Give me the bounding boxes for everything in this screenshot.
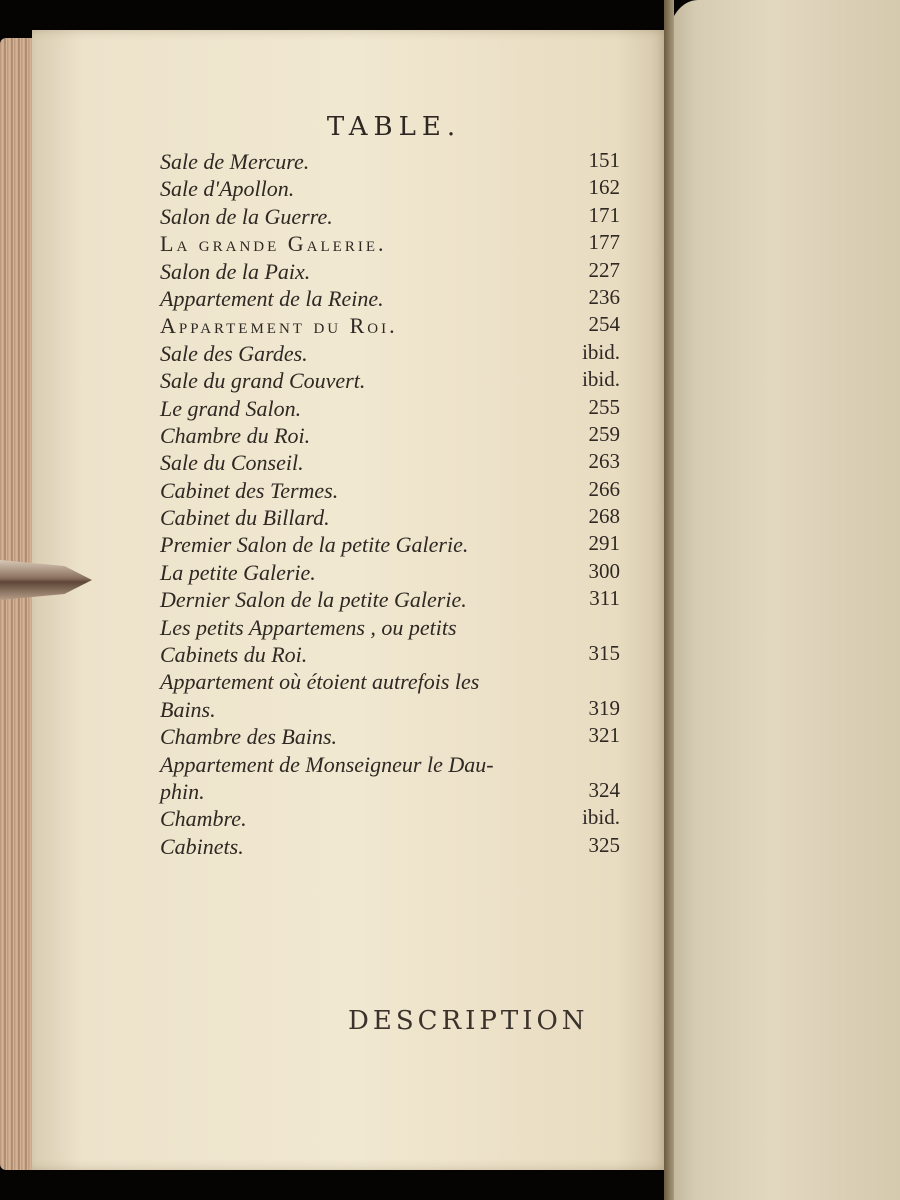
toc-entry: [160, 477, 620, 504]
table-of-contents: [160, 148, 620, 860]
facing-page: [668, 0, 900, 1200]
toc-entry: [160, 203, 620, 230]
toc-entry: [160, 723, 620, 750]
toc-entry-title: Salon de la Guerre.: [160, 203, 333, 229]
toc-entry: [160, 504, 620, 531]
toc-entry-page: ibid.: [582, 805, 620, 830]
toc-entry-title: Appartement de Monseigneur le Dau- phin.: [160, 751, 494, 805]
toc-entry: [160, 833, 620, 860]
toc-entry-title: La petite Galerie.: [160, 559, 316, 585]
toc-entry-title: Sale du grand Couvert.: [160, 368, 366, 394]
toc-entry-page: 319: [588, 695, 620, 720]
toc-entry-title: Chambre.: [160, 806, 247, 832]
toc-entry: [160, 258, 620, 285]
toc-entry: [160, 230, 620, 257]
toc-entry-title: Chambre du Roi.: [160, 422, 311, 448]
toc-entry-page: 321: [588, 723, 620, 748]
toc-entry-title: Dernier Salon de la petite Galerie.: [160, 587, 467, 613]
toc-entry-title: Salon de la Paix.: [160, 258, 311, 284]
toc-entry-page: 311: [589, 586, 620, 611]
toc-entry-title: Sale d'Apollon.: [160, 176, 295, 202]
toc-entry: [160, 559, 620, 586]
toc-entry: [160, 449, 620, 476]
toc-entry-title: Cabinet du Billard.: [160, 505, 330, 531]
toc-entry: [160, 175, 620, 202]
toc-entry-title: Premier Salon de la petite Galerie.: [160, 532, 469, 558]
toc-entry-title: Cabinets.: [160, 833, 244, 859]
toc-entry: [160, 531, 620, 558]
toc-entry-title: Appartement de la Reine.: [160, 285, 384, 311]
toc-entry-page: 177: [588, 230, 620, 255]
toc-entry-title: Sale de Mercure.: [160, 148, 310, 174]
toc-entry-title: Sale du Conseil.: [160, 450, 304, 476]
toc-entry: [160, 395, 620, 422]
toc-entry: [160, 422, 620, 449]
toc-entry-title: Le grand Salon.: [160, 395, 302, 421]
toc-entry-page: 315: [588, 641, 620, 666]
page-header: TABLE.: [326, 112, 462, 142]
toc-entry-title: Cabinet des Termes.: [160, 477, 339, 503]
toc-entry-page: 259: [588, 421, 620, 446]
toc-entry: [160, 614, 620, 669]
toc-entry-page: 266: [588, 476, 620, 501]
toc-entry: [160, 312, 620, 339]
toc-entry-page: ibid.: [582, 367, 620, 392]
toc-entry-title: Appartement du Roi.: [160, 313, 398, 339]
toc-entry-page: 324: [588, 778, 620, 803]
toc-entry: [160, 805, 620, 832]
toc-entry-page: 236: [588, 284, 620, 309]
toc-entry-title: Appartement où étoient autrefois les Bains.: [160, 669, 480, 722]
toc-entry-page: 227: [588, 257, 620, 282]
toc-entry: [160, 285, 620, 312]
toc-entry-page: 255: [588, 394, 620, 419]
toc-entry-page: 263: [588, 449, 620, 474]
toc-entry: [160, 668, 620, 723]
toc-entry-page: 300: [588, 558, 620, 583]
toc-entry-page: 268: [588, 504, 620, 529]
toc-entry: [160, 148, 620, 175]
toc-entry-page: 151: [588, 147, 620, 172]
toc-entry-page: 162: [588, 175, 620, 200]
toc-entry-page: 254: [588, 312, 620, 337]
toc-entry: [160, 751, 620, 806]
toc-entry: [160, 586, 620, 613]
toc-entry-page: 291: [588, 531, 620, 556]
toc-entry-page: ibid.: [582, 339, 620, 364]
book-gutter: [664, 0, 674, 1200]
toc-entry-title: Sale des Gardes.: [160, 340, 308, 366]
toc-entry-page: 171: [588, 202, 620, 227]
catchword: DESCRIPTION: [348, 1006, 589, 1036]
toc-entry-title: Chambre des Bains.: [160, 724, 338, 750]
toc-entry-title: Les petits Appartemens , ou petits Cabinets du Roi.: [160, 614, 457, 668]
toc-entry-page: 325: [588, 832, 620, 857]
toc-entry-title: La grande Galerie.: [160, 231, 387, 257]
toc-entry: [160, 367, 620, 394]
toc-entry: [160, 340, 620, 367]
